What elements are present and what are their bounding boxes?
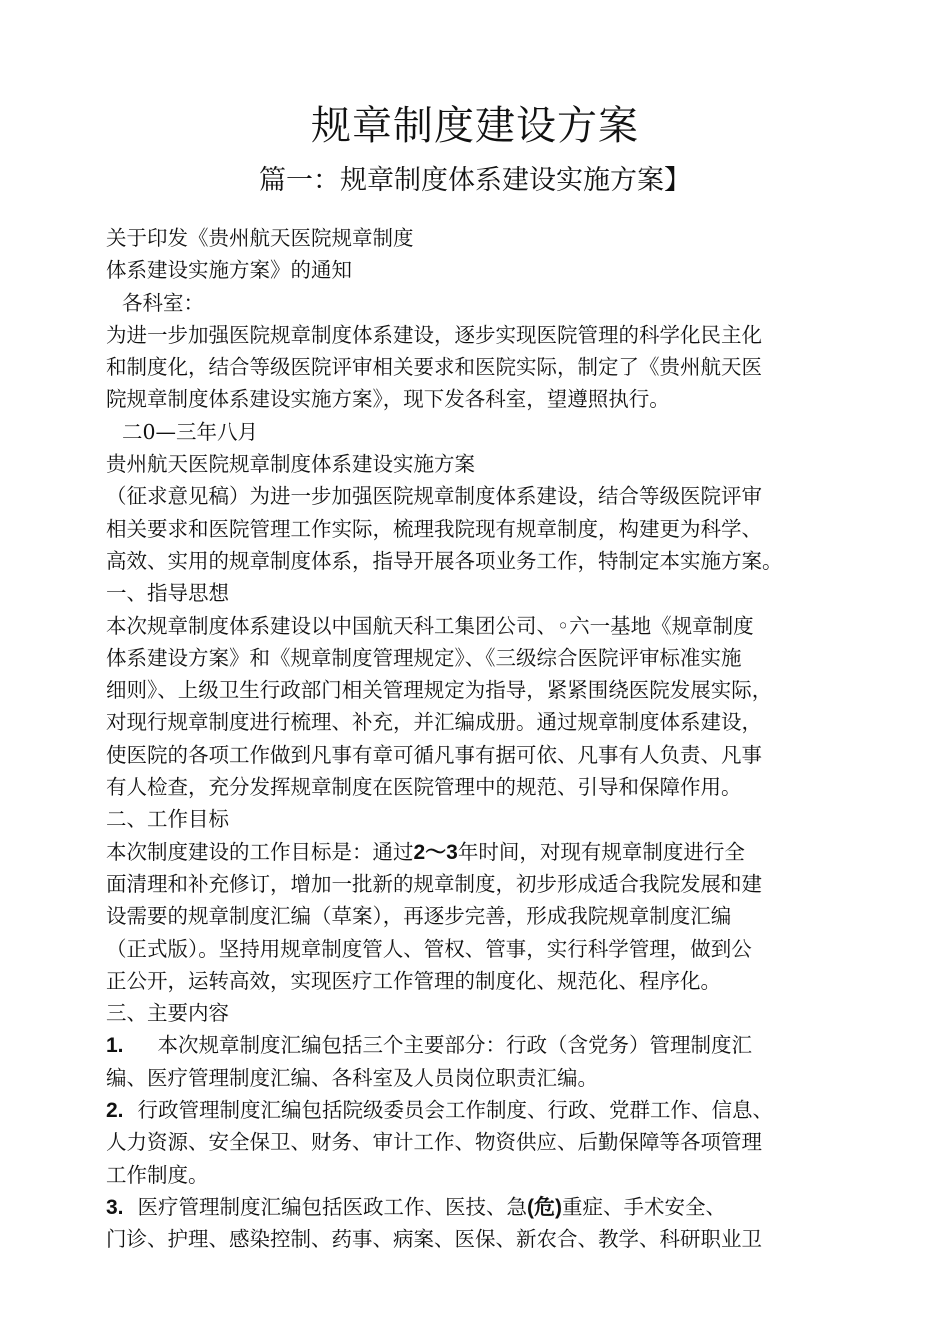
list-item-line: 人力资源、安全保卫、财务、审计工作、物资供应、后勤保障等各项管理 (106, 1130, 762, 1155)
paragraph-line: 相关要求和医院管理工作实际，梳理我院现有规章制度，构建更为科学、 (106, 516, 762, 541)
paragraph-line (106, 836, 866, 868)
paragraph-line: 本次规章制度体系建设以中国航天科工集团公司、◦六一基地《规章制度 (106, 613, 754, 638)
notice-title-line: 体系建设实施方案》的通知 (106, 258, 352, 283)
list-item-line: 门诊、护理、感染控制、药事、病案、医保、新农合、教学、科研职业卫 (106, 1227, 762, 1252)
text-segment: 本次规章制度汇编包括三个主要部分：行政（含党务）管理制度汇 (157, 1033, 753, 1058)
list-item-line (106, 1191, 866, 1223)
paragraph-line: 面清理和补充修订，增加一批新的规章制度，初步形成适合我院发展和建 (106, 871, 762, 896)
list-item-line: 编、医疗管理制度汇编、各科室及人员岗位职责汇编。 (106, 1065, 598, 1090)
paragraph-line: 设需要的规章制度汇编（草案），再逐步完善，形成我院规章制度汇编 (106, 904, 732, 929)
text-segment: 年时间，对现有规章制度进行全 (457, 839, 745, 864)
paragraph-line: 和制度化，结合等级医院评审相关要求和医院实际，制定了《贵州航天医 (106, 355, 762, 380)
text-segment: 重症、手术安全、 (562, 1194, 727, 1219)
paragraph-line: （正式版）。坚持用规章制度管人、管权、管事，实行科学管理，做到公 (106, 936, 752, 961)
paragraph-line: 院规章制度体系建设实施方案》，现下发各科室，望遵照执行。 (106, 387, 670, 412)
document-body (106, 222, 866, 1256)
paragraph-line: 对现行规章制度进行梳理、补充，并汇编成册。通过规章制度体系建设， (106, 710, 762, 735)
paragraph-line: （征求意见稿）为进一步加强医院规章制度体系建设，结合等级医院评审 (106, 484, 762, 509)
list-number: 2. (106, 1099, 124, 1123)
paragraph-line: 体系建设方案》和《规章制度管理规定》、《三级综合医院评审标准实施 (106, 645, 742, 670)
document-title: 规章制度建设方案 (311, 103, 639, 149)
plan-title: 贵州航天医院规章制度体系建设实施方案 (106, 452, 475, 477)
section-heading: 二、工作目标 (106, 807, 229, 832)
paragraph-line: 高效、实用的规章制度体系，指导开展各项业务工作，特制定本实施方案。 (106, 548, 783, 573)
paragraph-line: 正公开，运转高效，实现医疗工作管理的制度化、规范化、程序化。 (106, 968, 721, 993)
list-item-line (106, 1094, 866, 1126)
section-heading: 一、指导思想 (106, 581, 229, 606)
list-number: 1. (106, 1034, 124, 1058)
paragraph-line: 为进一步加强医院规章制度体系建设，逐步实现医院管理的科学化民主化 (106, 322, 762, 347)
issue-date: 二0—三年八月 (122, 419, 259, 444)
list-item-line (106, 1029, 866, 1061)
list-item-line: 工作制度。 (106, 1162, 209, 1187)
year-range: 2〜3 (413, 840, 458, 864)
bracket-text: (危) (527, 1195, 563, 1219)
notice-title-line: 关于印发《贵州航天医院规章制度 (106, 226, 414, 250)
section-heading: 三、主要内容 (106, 1001, 229, 1026)
salutation: 各科室： (122, 290, 204, 315)
paragraph-line: 使医院的各项工作做到凡事有章可循凡事有据可依、凡事有人负责、凡事 (106, 742, 762, 767)
text-segment: 本次制度建设的工作目标是：通过 (106, 839, 414, 864)
text-segment: 行政管理制度汇编包括院级委员会工作制度、行政、党群工作、信息、 (137, 1098, 774, 1123)
paragraph-line: 细则》、上级卫生行政部门相关管理规定为指导，紧紧围绕医院发展实际， (106, 678, 773, 703)
paragraph-line: 有人检查，充分发挥规章制度在医院管理中的规范、引导和保障作用。 (106, 775, 742, 800)
document-subtitle: 篇一：规章制度体系建设实施方案】 (259, 165, 691, 196)
list-number: 3. (106, 1195, 124, 1219)
text-segment: 医疗管理制度汇编包括医政工作、医技、急 (137, 1194, 528, 1219)
